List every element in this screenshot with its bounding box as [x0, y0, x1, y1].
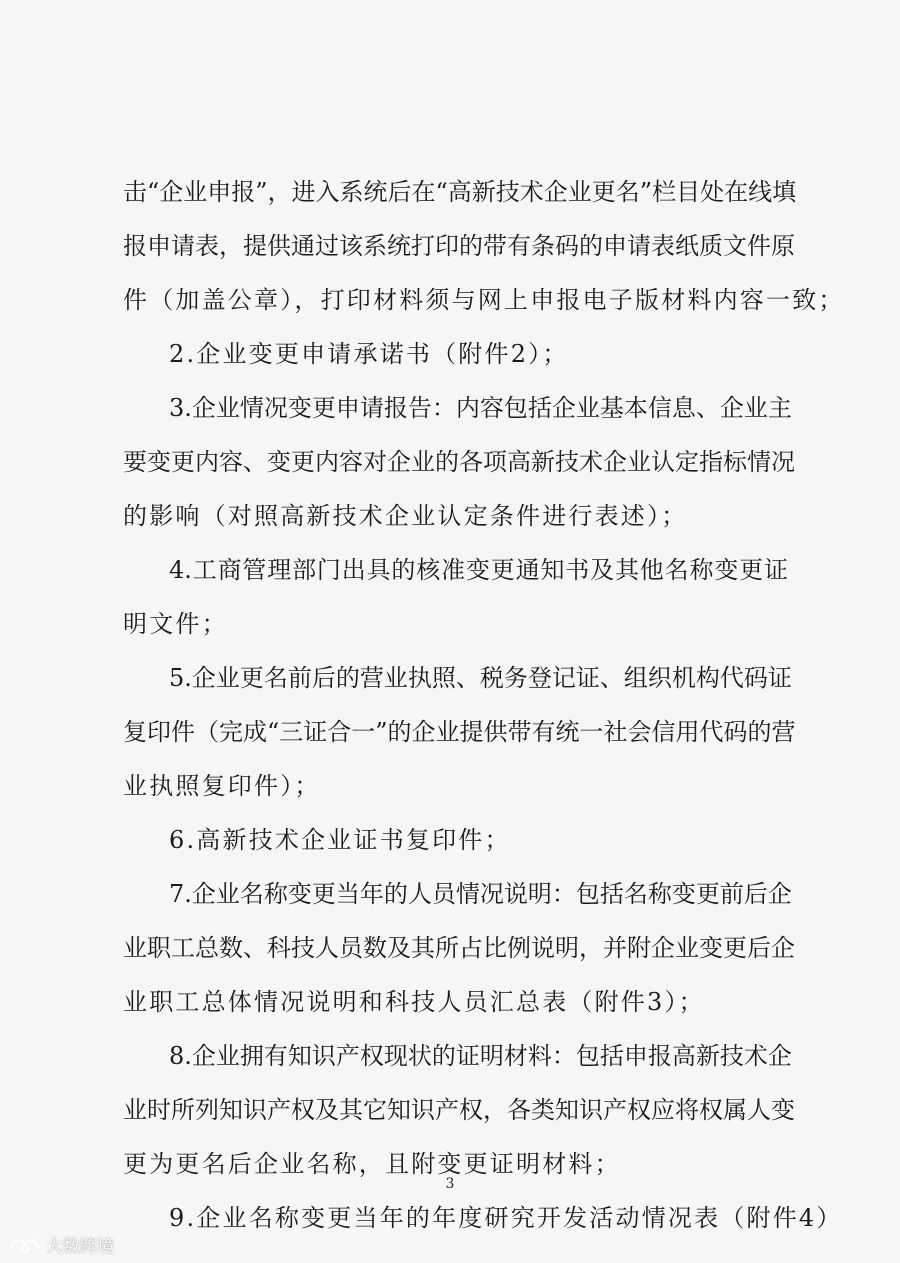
text-line: 击“企业申报”，进入系统后在“高新技术企业更名”栏目处在线填: [123, 178, 797, 206]
text-line: 业时所列知识产权及其它知识产权，各类知识产权应将权属人变: [123, 1096, 795, 1124]
page-number: 3: [445, 1176, 455, 1192]
brand-logo-icon: [8, 1234, 42, 1256]
text-line: 更为更名后企业名称，且附变更证明材料；: [123, 1150, 621, 1178]
text-line: 业执照复印件）；: [123, 772, 321, 800]
text-line: 件（加盖公章），打印材料须与网上申报电子版材料内容一致；: [123, 286, 845, 314]
watermark-text: 大数跨境: [46, 1237, 114, 1257]
text-line: 明文件；: [123, 610, 228, 638]
text-line: 业职工总数、科技人员数及其所占比例说明，并附企业变更后企: [123, 934, 795, 962]
text-line: 6.高新技术企业证书复印件；: [169, 826, 511, 854]
text-line: 7.企业名称变更当年的人员情况说明：包括名称变更前后企: [169, 880, 792, 908]
document-body: [123, 175, 845, 1255]
text-line: 2.企业变更申请承诺书（附件2）；: [169, 340, 569, 368]
text-line: 复印件（完成“三证合一”的企业提供带有统一社会信用代码的营: [123, 718, 796, 746]
text-line: 要变更内容、变更内容对企业的各项高新技术企业认定指标情况: [123, 448, 795, 476]
text-line: 业职工总体情况说明和科技人员汇总表（附件3）；: [123, 988, 705, 1016]
text-line: 3.企业情况变更申请报告：内容包括企业基本信息、企业主: [169, 394, 792, 422]
text-line: 报申请表，提供通过该系统打印的带有条码的申请表纸质文件原: [123, 232, 795, 260]
watermark: [8, 1232, 114, 1257]
text-line: 4.工商管理部门出具的核准变更通知书及其他名称变更证: [169, 556, 788, 584]
text-line: 5.企业更名前后的营业执照、税务登记证、组织机构代码证: [169, 664, 792, 692]
text-line: 8.企业拥有知识产权现状的证明材料：包括申报高新技术企: [169, 1042, 792, 1070]
text-line: 的影响（对照高新技术企业认定条件进行表述）；: [123, 502, 688, 530]
text-line: 9.企业名称变更当年的年度研究开发活动情况表（附件4）: [169, 1204, 843, 1232]
